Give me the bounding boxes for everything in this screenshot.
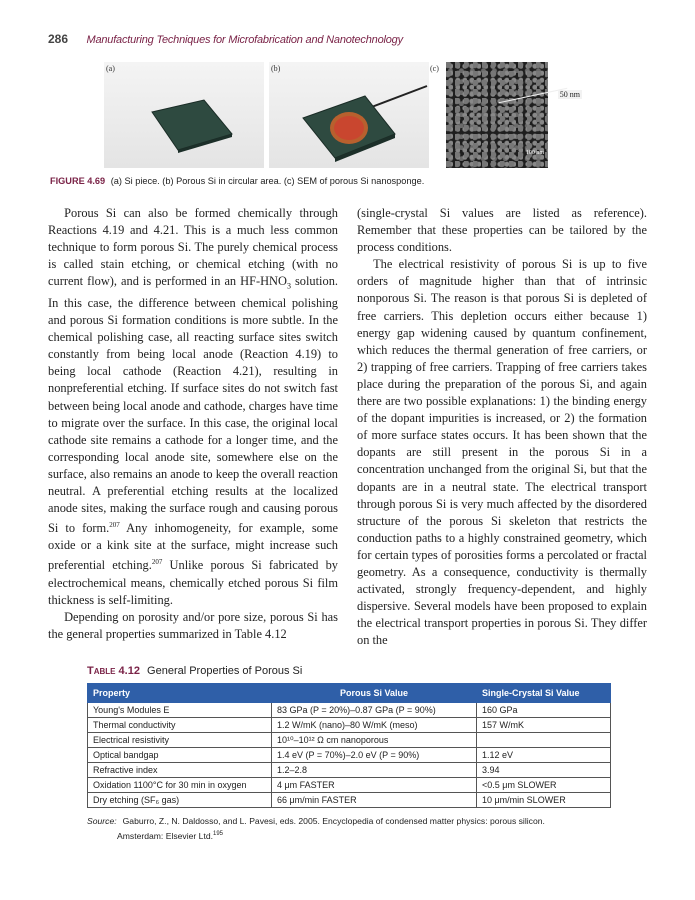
- table-row: Dry etching (SF₆ gas) 66 μm/min FASTER 10 μm/min SLOWER: [88, 793, 611, 808]
- si-piece-image: [104, 62, 264, 168]
- source-text: Gaburro, Z., N. Daldosso, and L. Pavesi, eds. 2005. Encyclopedia of condensed matter physics: porous silicon.: [122, 816, 545, 826]
- panel-c-label: (c): [430, 64, 439, 73]
- table-row: Electrical resistivity 10¹⁰–10¹² Ω cm nanoporous: [88, 733, 611, 748]
- paragraph: Depending on porosity and/or pore size, porous Si has the general properties summarized in Table 4.12: [48, 609, 338, 641]
- panel-a-label: (a): [106, 64, 115, 73]
- table-source: [87, 815, 617, 843]
- caption-text: (a) Si piece. (b) Porous Si in circular area. (c) SEM of porous Si nanosponge.: [110, 176, 425, 186]
- paragraph: Porous Si can also be formed chemically through Reactions 4.19 and 4.21. This is a much less common technique to form porous Si. The purely chemical process is called stain etching, or chemical etching (with no current flow), and is performed in an $HF-HNO_3$ solution. In this case, the difference between chemical polishing and porous Si formation conditions is more subtle. In the chemical polishing case, all reacting surface sites switch constantly from being local anode (Reaction 4.19) to being local cathode (Reaction 4.21), resulting in nonpreferential etching. If surface sites do not switch fast between being local anode and cathode, charges have time to migrate over the surface. In this case, the original local cathode site remains a cathode for a longer time, and the corresponding local anode site, somewhere else on the surface, also remains an anode to keep the overall reaction neutral. A preferential etching results at the localized anode sites, making the surface rough and causing porous Si to form.$^{207}$ Any inhomogeneity, for example, some oxide or a kink site at the surface, might increase such preferential etching.$^{207}$ Unlike porous Si fabricated by electrochemical means, chemically etched porous Si film thickness is self-limiting.: [48, 206, 338, 607]
- table-row: Optical bandgap 1.4 eV (P = 70%)–2.0 eV (P = 90%) 1.12 eV: [88, 748, 611, 763]
- table-header: Porous Si Value: [271, 684, 476, 703]
- page-header: [48, 30, 648, 48]
- table-row: Oxidation 1100°C for 30 min in oxygen 4 μm FASTER <0.5 μm SLOWER: [88, 778, 611, 793]
- table-header: Property: [88, 684, 272, 703]
- source-text-2: Amsterdam: Elsevier Ltd.: [117, 830, 213, 841]
- table-label: Table 4.12: [87, 665, 140, 677]
- figure-4-69: [104, 62, 588, 168]
- page-number: 286: [48, 32, 69, 46]
- figure-label: FIGURE 4.69: [50, 176, 106, 186]
- table-header: Single-Crystal Si Value: [476, 684, 610, 703]
- table-header-row: [88, 684, 611, 703]
- paragraph: (single-crystal Si values are listed as reference). Remember that these properties can be tailored by the process conditions.: [357, 206, 647, 255]
- paragraph: The electrical resistivity of porous Si is up to five orders of magnitude higher than that of intrinsic nonporous Si. The reason is that porous Si is depleted of free carriers. This depletion occurs either because 1) energy gap widening caused by quantum confinement, which reduces the thermal generation of free carriers, or 2) trapping of free carriers. Trapping of free carriers takes place during the preparation of the porous Si, and again there are two possible explanations: 1) the binding energy of the dopant impurities is increased, or 2) the formation of more surface states occurs. It has been shown that the dopants are still present in the porous Si in a concentration unchanged from the original Si, but that the dopants are in a neutral state. The electrical transport through porous Si is very much affected by the disordered structure of the porous Si skeleton that restricts the conduction paths to a highly constrained geometry, which for certain types of porosities forms a percolated or fractal geometry. As a consequence, conductivity is thermally activated, strongly frequency-dependent, and highly dispersive. Several models have been proposed to explain the electrical transport properties in porous Si. They differ on the: [357, 257, 647, 648]
- figure-panel-b: [269, 62, 429, 168]
- figure-panel-c: [428, 62, 588, 168]
- figure-panel-a: [104, 62, 264, 168]
- porous-si-circle-image: [269, 62, 429, 168]
- source-ref: 195: [213, 831, 224, 837]
- table-row: Thermal conductivity 1.2 W/mK (nano)–80 W/mK (meso) 157 W/mK: [88, 718, 611, 733]
- table-title-text: General Properties of Porous Si: [147, 665, 303, 677]
- table-row: Refractive index 1.2–2.8 3.94: [88, 763, 611, 778]
- text-column-right: [357, 205, 647, 649]
- sem-scalebar: 100 nm: [525, 150, 544, 156]
- table-row: Young's Modules E 83 GPa (P = 20%)–0.87 GPa (P = 90%) 160 GPa: [88, 703, 611, 718]
- figure-caption: [50, 176, 650, 186]
- source-label: Source:: [87, 816, 117, 826]
- panel-b-label: (b): [271, 64, 281, 73]
- properties-table: [87, 683, 611, 808]
- text-column-left: [48, 205, 338, 643]
- running-title: Manufacturing Techniques for Microfabrication and Nanotechnology: [86, 34, 403, 46]
- table-title: [87, 665, 302, 677]
- sem-scale-label: 50 nm: [559, 90, 580, 99]
